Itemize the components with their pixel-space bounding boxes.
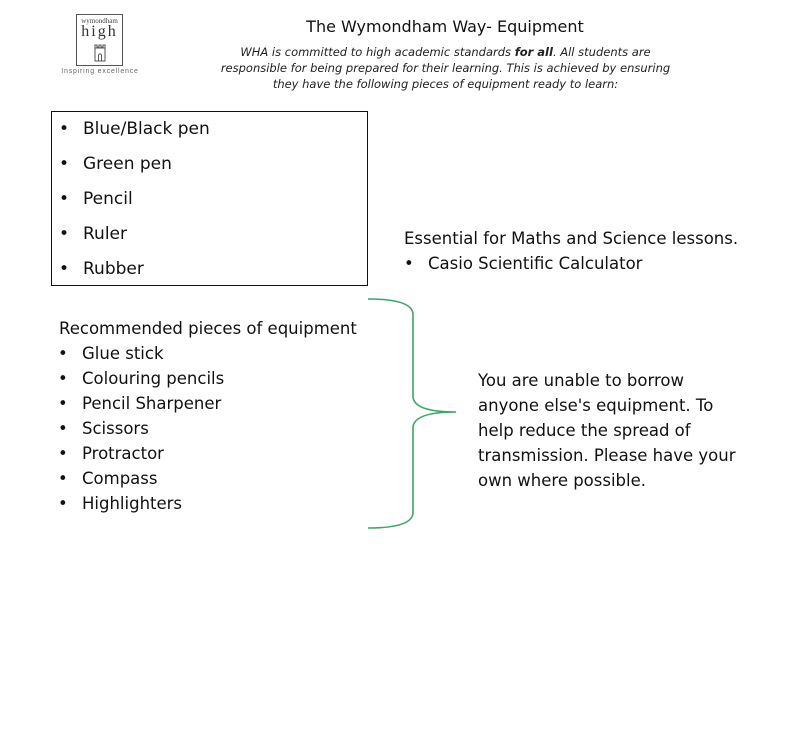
school-logo [52,14,148,78]
list-item-label: Scissors [82,419,149,438]
list-item-label: Pencil Sharpener [82,394,222,413]
essential-equipment-list [52,117,210,292]
bullet-icon: • [58,444,68,463]
list-item-label: Rubber [83,259,144,279]
bullet-icon: • [59,119,70,139]
intro-text-start: WHA is committed to high academic standards [240,45,515,59]
page-title: The Wymondham Way- Equipment [306,17,584,36]
list-item [51,493,224,518]
bullet-icon: • [59,154,70,174]
tower-icon [93,43,107,62]
logo-top-text: wymondham [81,17,118,25]
intro-text-emphasis: for all [514,45,553,59]
list-item-label: Pencil [83,189,133,209]
bullet-icon: • [58,344,68,363]
list-item [51,468,224,493]
list-item-label: Blue/Black pen [83,119,210,139]
list-item-label: Protractor [82,444,164,463]
intro-text-end: . All students are responsible for being prepared for their learning. This is achieved by ensuring they have the following pieces of equipment ready to learn: [220,45,671,91]
list-item-label: Compass [82,469,158,488]
list-item [51,418,224,443]
bullet-icon: • [58,494,68,513]
list-item [51,343,224,368]
logo-main-text: high [81,23,118,40]
list-item [51,393,224,418]
recommended-equipment-list [51,343,224,518]
list-item [52,117,210,152]
list-item [52,257,210,292]
list-item-label: Green pen [83,154,172,174]
bullet-icon: • [59,224,70,244]
list-item-label: Casio Scientific Calculator [428,254,643,273]
logo-crest [76,14,123,66]
bullet-icon: • [58,394,68,413]
list-item [397,253,642,275]
list-item [51,368,224,393]
list-item-label: Ruler [83,224,127,244]
list-item [52,187,210,222]
list-item-label: Glue stick [82,344,164,363]
list-item [51,443,224,468]
intro-text [208,44,683,92]
maths-science-list [397,253,642,275]
bullet-icon: • [59,259,70,279]
essential-equipment-box [51,111,368,286]
curly-brace-icon [366,296,458,531]
borrowing-note: You are unable to borrow anyone else's equipment. To help reduce the spread of transmission. Please have your own where possible. [478,371,736,490]
logo-tagline: Inspiring excellence [61,68,139,75]
list-item-label: Highlighters [82,494,183,513]
recommended-heading: Recommended pieces of equipment [59,319,357,338]
list-item [52,222,210,257]
bullet-icon: • [58,419,68,438]
maths-science-heading: Essential for Maths and Science lessons. [404,229,739,248]
bullet-icon: • [58,469,68,488]
list-item [52,152,210,187]
list-item-label: Colouring pencils [82,369,225,388]
brace-path [368,299,456,528]
bullet-icon: • [59,189,70,209]
bullet-icon: • [58,369,68,388]
bullet-icon: • [404,254,414,273]
